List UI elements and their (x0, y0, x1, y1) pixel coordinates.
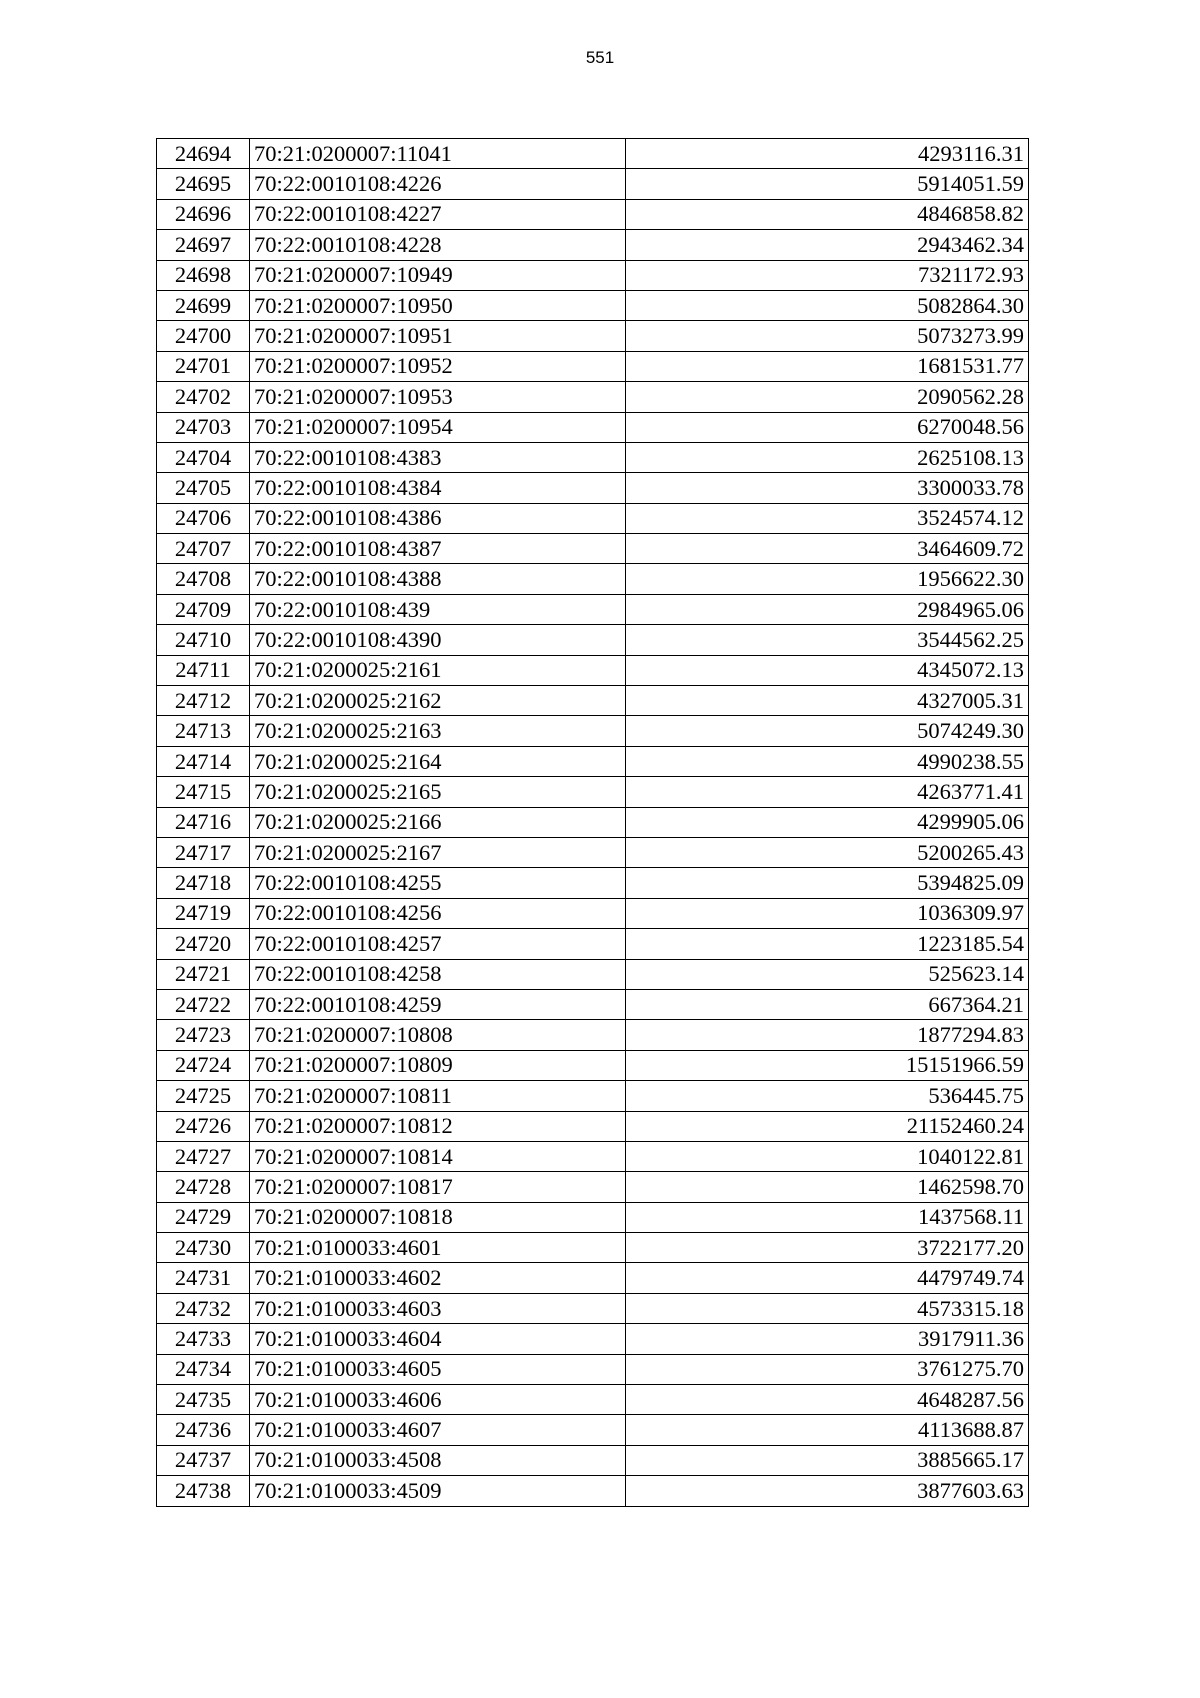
table-row (157, 1050, 1029, 1080)
value-cell: 2625108.13 (626, 442, 1029, 472)
value-cell: 4846858.82 (626, 199, 1029, 229)
cadastral-number-cell: 70:21:0200007:11041 (250, 139, 626, 169)
row-number-cell: 24727 (157, 1141, 250, 1171)
value-cell: 1223185.54 (626, 929, 1029, 959)
value-cell: 5394825.09 (626, 868, 1029, 898)
row-number-cell: 24701 (157, 351, 250, 381)
table-row (157, 139, 1029, 169)
table-row (157, 1476, 1029, 1506)
row-number-cell: 24730 (157, 1233, 250, 1263)
cadastral-number-cell: 70:21:0200025:2162 (250, 686, 626, 716)
cadastral-number-cell: 70:21:0200007:10811 (250, 1081, 626, 1111)
value-cell: 4573315.18 (626, 1293, 1029, 1323)
row-number-cell: 24732 (157, 1293, 250, 1323)
page-number: 551 (585, 48, 615, 67)
row-number-cell: 24707 (157, 534, 250, 564)
row-number-cell: 24696 (157, 199, 250, 229)
cadastral-number-cell: 70:22:0010108:4227 (250, 199, 626, 229)
table-row (157, 929, 1029, 959)
value-cell: 2943462.34 (626, 230, 1029, 260)
row-number-cell: 24695 (157, 169, 250, 199)
row-number-cell: 24729 (157, 1202, 250, 1232)
row-number-cell: 24723 (157, 1020, 250, 1050)
cadastral-number-cell: 70:21:0200025:2166 (250, 807, 626, 837)
value-cell: 3885665.17 (626, 1445, 1029, 1475)
cadastral-number-cell: 70:22:0010108:4384 (250, 473, 626, 503)
cadastral-number-cell: 70:21:0100033:4508 (250, 1445, 626, 1475)
row-number-cell: 24711 (157, 655, 250, 685)
row-number-cell: 24719 (157, 898, 250, 928)
table-row (157, 655, 1029, 685)
value-cell: 3464609.72 (626, 534, 1029, 564)
cadastral-number-cell: 70:21:0200007:10953 (250, 382, 626, 412)
table-row (157, 1385, 1029, 1415)
row-number-cell: 24717 (157, 837, 250, 867)
value-cell: 5082864.30 (626, 290, 1029, 320)
value-cell: 4327005.31 (626, 686, 1029, 716)
cadastral-number-cell: 70:22:0010108:4388 (250, 564, 626, 594)
cadastral-number-cell: 70:22:0010108:4228 (250, 230, 626, 260)
value-cell: 4479749.74 (626, 1263, 1029, 1293)
table-row (157, 169, 1029, 199)
value-cell: 4263771.41 (626, 777, 1029, 807)
table-row (157, 959, 1029, 989)
value-cell: 5074249.30 (626, 716, 1029, 746)
row-number-cell: 24699 (157, 290, 250, 320)
value-cell: 4345072.13 (626, 655, 1029, 685)
table-row (157, 199, 1029, 229)
value-cell: 1036309.97 (626, 898, 1029, 928)
value-cell: 536445.75 (626, 1081, 1029, 1111)
cadastral-number-cell: 70:21:0100033:4606 (250, 1385, 626, 1415)
row-number-cell: 24737 (157, 1445, 250, 1475)
cadastral-number-cell: 70:22:0010108:4226 (250, 169, 626, 199)
row-number-cell: 24706 (157, 503, 250, 533)
cadastral-number-cell: 70:22:0010108:4257 (250, 929, 626, 959)
cadastral-number-cell: 70:22:0010108:439 (250, 594, 626, 624)
cadastral-number-cell: 70:21:0100033:4607 (250, 1415, 626, 1445)
value-cell: 4990238.55 (626, 746, 1029, 776)
table-row (157, 807, 1029, 837)
cadastral-number-cell: 70:21:0200007:10952 (250, 351, 626, 381)
row-number-cell: 24705 (157, 473, 250, 503)
row-number-cell: 24708 (157, 564, 250, 594)
table-row (157, 1415, 1029, 1445)
table-row (157, 564, 1029, 594)
row-number-cell: 24713 (157, 716, 250, 746)
table-row (157, 1081, 1029, 1111)
row-number-cell: 24722 (157, 989, 250, 1019)
value-cell: 2984965.06 (626, 594, 1029, 624)
table-row (157, 777, 1029, 807)
row-number-cell: 24703 (157, 412, 250, 442)
row-number-cell: 24697 (157, 230, 250, 260)
row-number-cell: 24720 (157, 929, 250, 959)
value-cell: 1877294.83 (626, 1020, 1029, 1050)
cadastral-number-cell: 70:21:0200025:2163 (250, 716, 626, 746)
value-cell: 4113688.87 (626, 1415, 1029, 1445)
table-row (157, 1172, 1029, 1202)
row-number-cell: 24721 (157, 959, 250, 989)
value-cell: 1956622.30 (626, 564, 1029, 594)
value-cell: 1462598.70 (626, 1172, 1029, 1202)
table-row (157, 412, 1029, 442)
row-number-cell: 24726 (157, 1111, 250, 1141)
cadastral-number-cell: 70:21:0200007:10817 (250, 1172, 626, 1202)
cadastral-number-cell: 70:21:0100033:4509 (250, 1476, 626, 1506)
table-row (157, 1141, 1029, 1171)
table-row (157, 746, 1029, 776)
value-cell: 5073273.99 (626, 321, 1029, 351)
row-number-cell: 24700 (157, 321, 250, 351)
row-number-cell: 24734 (157, 1354, 250, 1384)
row-number-cell: 24702 (157, 382, 250, 412)
row-number-cell: 24725 (157, 1081, 250, 1111)
row-number-cell: 24710 (157, 625, 250, 655)
cadastral-number-cell: 70:21:0100033:4602 (250, 1263, 626, 1293)
cadastral-number-cell: 70:21:0200025:2164 (250, 746, 626, 776)
row-number-cell: 24712 (157, 686, 250, 716)
value-cell: 5200265.43 (626, 837, 1029, 867)
table-row (157, 837, 1029, 867)
table-row (157, 260, 1029, 290)
row-number-cell: 24724 (157, 1050, 250, 1080)
value-cell: 21152460.24 (626, 1111, 1029, 1141)
row-number-cell: 24698 (157, 260, 250, 290)
row-number-cell: 24728 (157, 1172, 250, 1202)
cadastral-number-cell: 70:21:0100033:4603 (250, 1293, 626, 1323)
value-cell: 5914051.59 (626, 169, 1029, 199)
cadastral-number-cell: 70:21:0200007:10818 (250, 1202, 626, 1232)
table-row (157, 1233, 1029, 1263)
row-number-cell: 24733 (157, 1324, 250, 1354)
value-cell: 4299905.06 (626, 807, 1029, 837)
value-cell: 3761275.70 (626, 1354, 1029, 1384)
table-row (157, 989, 1029, 1019)
cadastral-number-cell: 70:22:0010108:4387 (250, 534, 626, 564)
row-number-cell: 24694 (157, 139, 250, 169)
row-number-cell: 24736 (157, 1415, 250, 1445)
cadastral-number-cell: 70:21:0100033:4605 (250, 1354, 626, 1384)
value-cell: 3300033.78 (626, 473, 1029, 503)
cadastral-number-cell: 70:21:0200007:10812 (250, 1111, 626, 1141)
cadastral-number-cell: 70:21:0100033:4601 (250, 1233, 626, 1263)
table-row (157, 290, 1029, 320)
table-row (157, 1293, 1029, 1323)
value-cell: 6270048.56 (626, 412, 1029, 442)
cadastral-number-cell: 70:21:0200007:10809 (250, 1050, 626, 1080)
cadastral-number-cell: 70:21:0200007:10949 (250, 260, 626, 290)
cadastral-number-cell: 70:21:0200007:10954 (250, 412, 626, 442)
value-cell: 1681531.77 (626, 351, 1029, 381)
table-row (157, 230, 1029, 260)
value-cell: 4293116.31 (626, 139, 1029, 169)
value-cell: 1040122.81 (626, 1141, 1029, 1171)
cadastral-number-cell: 70:21:0200025:2167 (250, 837, 626, 867)
cadastral-number-cell: 70:21:0200025:2161 (250, 655, 626, 685)
table-row (157, 1445, 1029, 1475)
table-row (157, 625, 1029, 655)
row-number-cell: 24731 (157, 1263, 250, 1293)
cadastral-number-cell: 70:21:0200007:10814 (250, 1141, 626, 1171)
table-row (157, 1020, 1029, 1050)
table-row (157, 1324, 1029, 1354)
cadastral-number-cell: 70:21:0100033:4604 (250, 1324, 626, 1354)
table-row (157, 321, 1029, 351)
table-row (157, 534, 1029, 564)
cadastral-number-cell: 70:22:0010108:4390 (250, 625, 626, 655)
table-body (157, 139, 1029, 1507)
cadastral-number-cell: 70:22:0010108:4383 (250, 442, 626, 472)
cadastral-number-cell: 70:22:0010108:4255 (250, 868, 626, 898)
cadastral-number-cell: 70:22:0010108:4256 (250, 898, 626, 928)
value-cell: 3877603.63 (626, 1476, 1029, 1506)
value-cell: 3917911.36 (626, 1324, 1029, 1354)
value-cell: 4648287.56 (626, 1385, 1029, 1415)
cadastral-number-cell: 70:22:0010108:4258 (250, 959, 626, 989)
value-cell: 3524574.12 (626, 503, 1029, 533)
table-row (157, 594, 1029, 624)
row-number-cell: 24735 (157, 1385, 250, 1415)
value-cell: 3544562.25 (626, 625, 1029, 655)
value-cell: 7321172.93 (626, 260, 1029, 290)
table-row (157, 442, 1029, 472)
table-row (157, 382, 1029, 412)
value-cell: 15151966.59 (626, 1050, 1029, 1080)
table-row (157, 1263, 1029, 1293)
table-row (157, 686, 1029, 716)
cadastral-number-cell: 70:21:0200007:10808 (250, 1020, 626, 1050)
cadastral-number-cell: 70:22:0010108:4386 (250, 503, 626, 533)
table-row (157, 503, 1029, 533)
table-row (157, 1354, 1029, 1384)
row-number-cell: 24716 (157, 807, 250, 837)
row-number-cell: 24738 (157, 1476, 250, 1506)
table-row (157, 473, 1029, 503)
value-cell: 1437568.11 (626, 1202, 1029, 1232)
cadastral-number-cell: 70:21:0200025:2165 (250, 777, 626, 807)
table-row (157, 1202, 1029, 1232)
cadastral-value-table (156, 138, 1029, 1507)
row-number-cell: 24704 (157, 442, 250, 472)
row-number-cell: 24718 (157, 868, 250, 898)
table-row (157, 351, 1029, 381)
row-number-cell: 24714 (157, 746, 250, 776)
table-row (157, 898, 1029, 928)
table-row (157, 716, 1029, 746)
cadastral-number-cell: 70:21:0200007:10951 (250, 321, 626, 351)
table-row (157, 1111, 1029, 1141)
value-cell: 2090562.28 (626, 382, 1029, 412)
value-cell: 667364.21 (626, 989, 1029, 1019)
cadastral-number-cell: 70:21:0200007:10950 (250, 290, 626, 320)
value-cell: 525623.14 (626, 959, 1029, 989)
table-row (157, 868, 1029, 898)
row-number-cell: 24715 (157, 777, 250, 807)
value-cell: 3722177.20 (626, 1233, 1029, 1263)
cadastral-number-cell: 70:22:0010108:4259 (250, 989, 626, 1019)
row-number-cell: 24709 (157, 594, 250, 624)
